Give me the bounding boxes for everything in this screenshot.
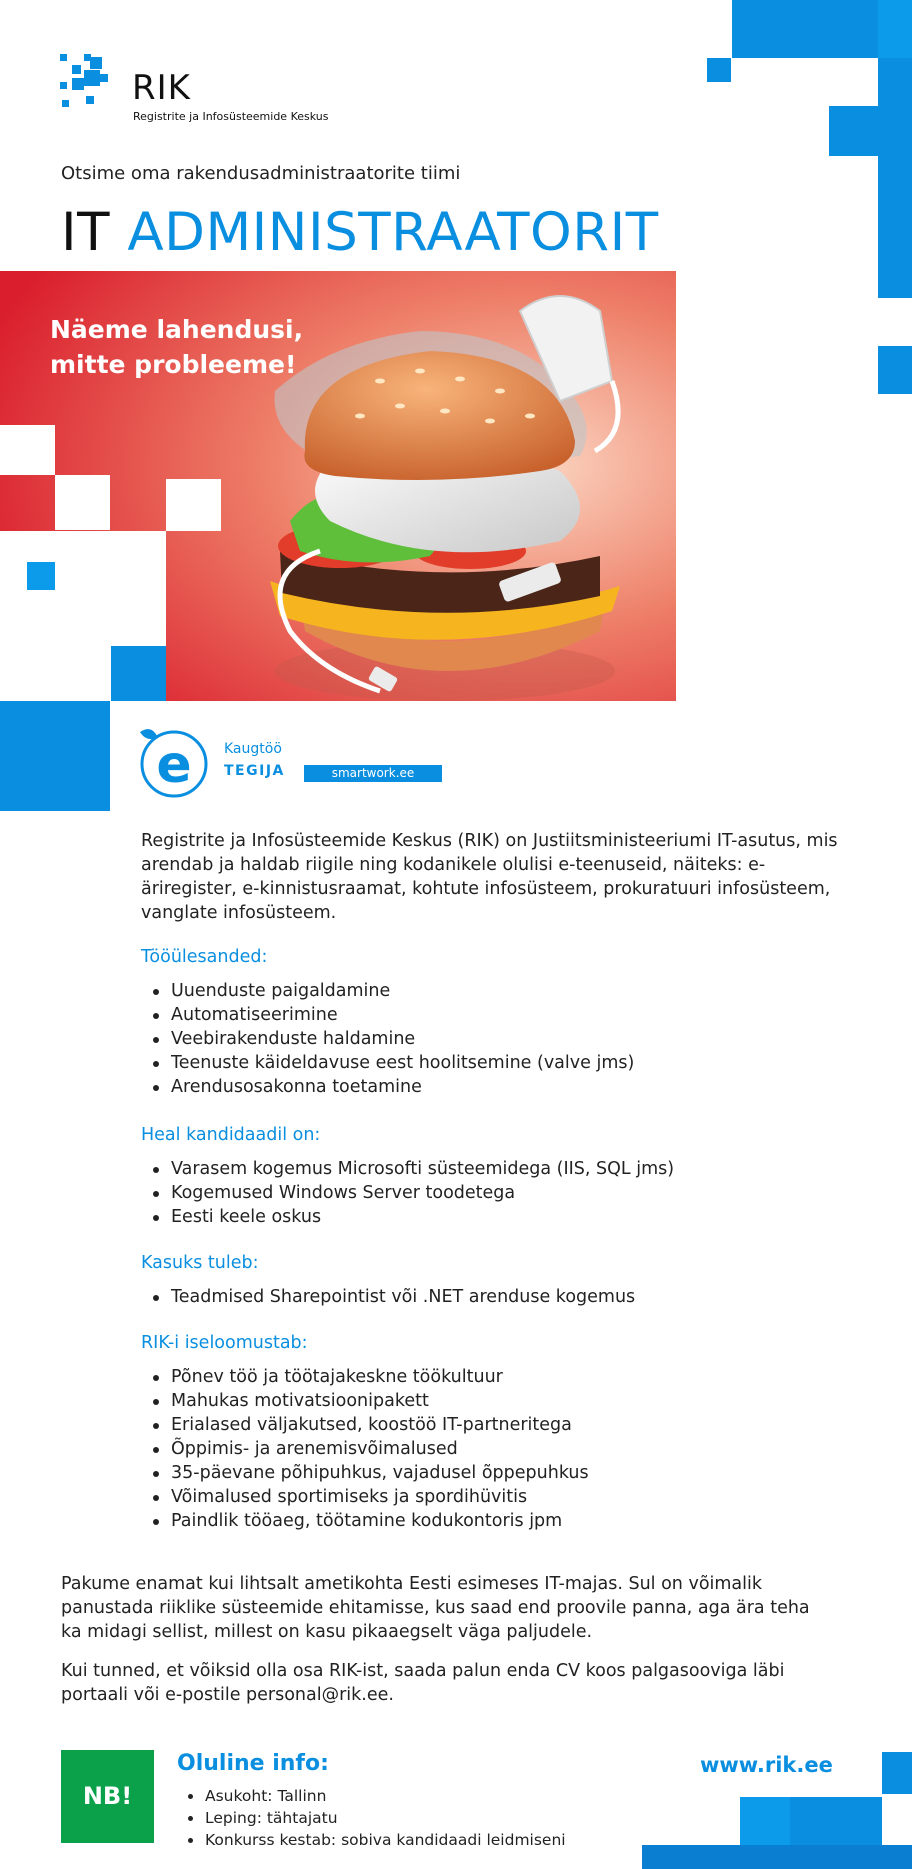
list-item: Konkurss kestab: sobiva kandidaadi leidmiseni [177, 1829, 566, 1851]
website-link[interactable]: www.rik.ee [700, 1753, 833, 1777]
duties-list [141, 979, 634, 1099]
bonus-heading: Kasuks tuleb: [141, 1253, 259, 1273]
title-part-it: IT [61, 202, 111, 263]
rik-list [141, 1365, 589, 1533]
list-item: Paindlik tööaeg, töötamine kodukontoris jpm [141, 1509, 589, 1533]
hero-slogan-line1: Näeme lahendusi, [50, 315, 304, 344]
decor-square [55, 475, 110, 530]
list-item: Veebirakenduste haldamine [141, 1027, 634, 1051]
list-item: Leping: tähtajatu [177, 1807, 566, 1829]
list-item: Mahukas motivatsioonipakett [141, 1389, 589, 1413]
duties-heading: Tööülesanded: [141, 947, 268, 967]
page-title [61, 202, 659, 263]
decor-square [27, 562, 55, 590]
list-item: Põnev töö ja töötajakeskne töökultuur [141, 1365, 589, 1389]
decor-square [0, 425, 55, 475]
logo-subtitle: Registrite ja Infosüsteemide Keskus [133, 110, 329, 123]
rik-logo [60, 54, 360, 124]
rik-heading: RIK-i iseloomustab: [141, 1333, 308, 1353]
list-item: Arendusosakonna toetamine [141, 1075, 634, 1099]
intro-paragraph: Registrite ja Infosüsteemide Keskus (RIK) on Justiitsministeeriumi IT-asutus, mis arendab ja haldab riigile ning kodanikele olulisi e-teenuseid, näiteks: e-äriregister, e-kinnistusraamat, kohtute infosüsteem, prokuratuuri infosüsteem, vanglate infosüsteem. [141, 831, 838, 923]
decor-square [111, 646, 166, 701]
list-item: Erialased väljakutsed, koostöö IT-partneritega [141, 1413, 589, 1437]
etegija-icon [132, 724, 218, 800]
decor-square [878, 346, 912, 394]
etegija-line2: TEGIJA [224, 763, 285, 779]
decor-square [878, 58, 912, 106]
list-item: Teadmised Sharepointist või .NET arenduse kogemus [141, 1285, 635, 1309]
decor-square [878, 0, 912, 58]
title-part-admin: ADMINISTRAATORIT [127, 202, 659, 263]
svg-text:e: e [156, 735, 192, 795]
list-item: Õppimis- ja arenemisvõimalused [141, 1437, 589, 1461]
decor-square [740, 1797, 790, 1845]
decor-square [642, 1845, 912, 1869]
nb-badge: NB! [61, 1750, 154, 1843]
decor-square [878, 156, 912, 298]
tagline: Otsime oma rakendusadministraatorite tiimi [61, 163, 461, 184]
smartwork-link[interactable]: smartwork.ee [304, 765, 442, 782]
list-item: Automatiseerimine [141, 1003, 634, 1027]
etegija-line1: Kaugtöö [224, 741, 282, 757]
list-item: Teenuste käideldavuse eest hoolitsemine (valve jms) [141, 1051, 634, 1075]
list-item: Eesti keele oskus [141, 1205, 674, 1229]
hero-slogan [50, 312, 350, 382]
decor-square [166, 479, 221, 531]
logo-name: RIK [132, 68, 191, 108]
rik-logo-icon [60, 54, 124, 118]
info-title: Oluline info: [177, 1751, 329, 1776]
decor-square [0, 531, 111, 701]
list-item: 35-päevane põhipuhkus, vajadusel õppepuhkus [141, 1461, 589, 1485]
decor-square [790, 1797, 882, 1845]
decor-square [882, 1752, 912, 1794]
list-item: Kogemused Windows Server toodetega [141, 1181, 674, 1205]
hero-slogan-line2: mitte probleeme! [50, 350, 297, 379]
decor-square [707, 58, 731, 82]
decor-square [829, 106, 912, 156]
list-item: Varasem kogemus Microsofti süsteemidega (IIS, SQL jms) [141, 1157, 674, 1181]
candidate-list [141, 1157, 674, 1229]
list-item: Võimalused sportimiseks ja spordihüvitis [141, 1485, 589, 1509]
info-list [177, 1785, 566, 1851]
etegija-logo [132, 724, 462, 800]
apply-paragraph: Kui tunned, et võiksid olla osa RIK-ist, saada palun enda CV koos palgasooviga läbi portaali või e-postile personal@rik.ee. [61, 1661, 785, 1705]
candidate-heading: Heal kandidaadil on: [141, 1125, 321, 1145]
decor-square [0, 701, 110, 811]
list-item: Asukoht: Tallinn [177, 1785, 566, 1807]
bonus-list [141, 1285, 635, 1309]
offer-paragraph: Pakume enamat kui lihtsalt ametikohta Eesti esimeses IT-majas. Sul on võimalik panustada riiklike süsteemide ehitamisse, kus saad end proovile panna, aga ära teha ka midagi sellist, millest on kasu pikaaegselt väga paljudele. [61, 1574, 810, 1642]
list-item: Uuenduste paigaldamine [141, 979, 634, 1003]
